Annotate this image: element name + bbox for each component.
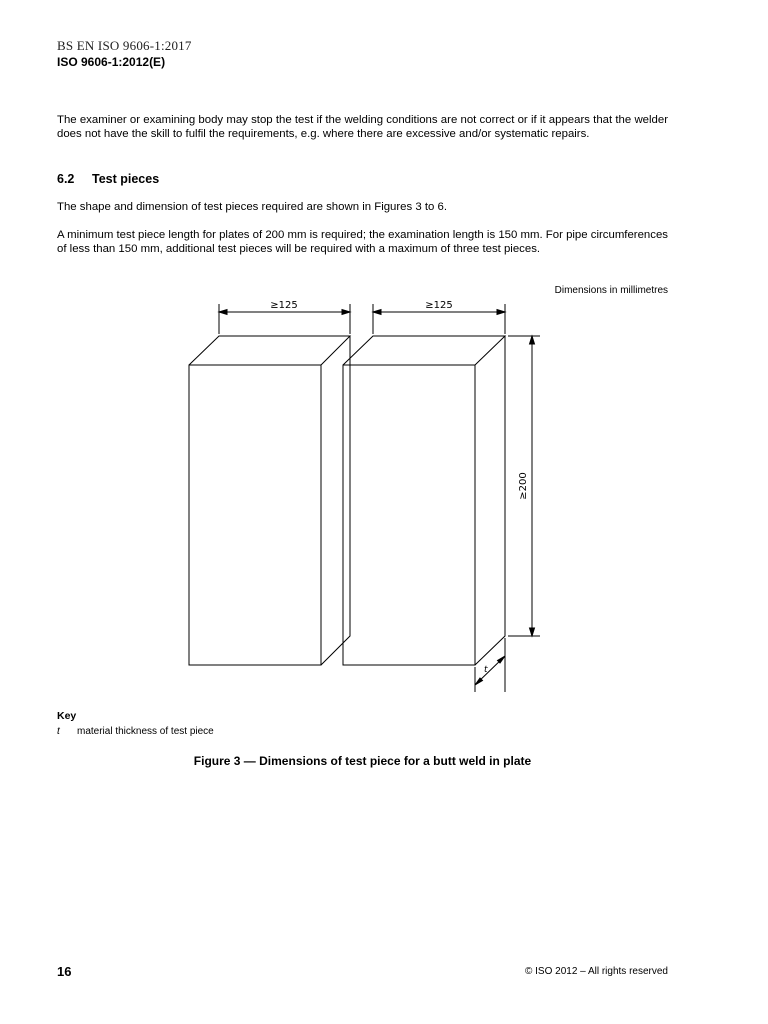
copyright-notice: © ISO 2012 – All rights reserved [525, 966, 668, 977]
thickness-label: t [484, 665, 488, 675]
key-symbol: t [57, 726, 60, 737]
right-plate [343, 336, 505, 665]
standard-bs-reference: BS EN ISO 9606-1:2017 [57, 38, 192, 53]
paragraph-examiner: The examiner or examining body may stop the test if the welding conditions are not correct or if it appears that the welder does not have the skill to fulfil the requirements, e.g. where there are excessive and/or systematic repairs. [57, 114, 668, 140]
paragraph-minimum-length: A minimum test piece length for plates of 200 mm is required; the examination length is 150 mm. For pipe circumferences of less than 150 mm, additional test pieces will be required with a maximum of three test pieces. [57, 229, 668, 255]
page-number: 16 [57, 964, 72, 979]
standard-iso-reference: ISO 9606-1:2012(E) [57, 55, 166, 69]
thickness-dimension [475, 638, 505, 692]
key-title: Key [57, 710, 77, 722]
key-entry [57, 726, 214, 737]
figure-caption: Figure 3 — Dimensions of test piece for a butt weld in plate [193, 754, 532, 768]
width-label-right: ≥125 [425, 300, 453, 311]
width-label-left: ≥125 [270, 300, 298, 311]
section-number: 6.2 [57, 172, 75, 186]
dimensions-note: Dimensions in millimetres [554, 285, 668, 296]
section-title: Test pieces [92, 172, 160, 186]
length-label: ≥200 [518, 472, 529, 500]
left-plate [189, 336, 350, 665]
paragraph-shape: The shape and dimension of test pieces required are shown in Figures 3 to 6. [57, 201, 448, 213]
key-description: material thickness of test piece [77, 726, 214, 737]
section-heading [57, 172, 159, 186]
test-piece-drawing [150, 292, 570, 697]
